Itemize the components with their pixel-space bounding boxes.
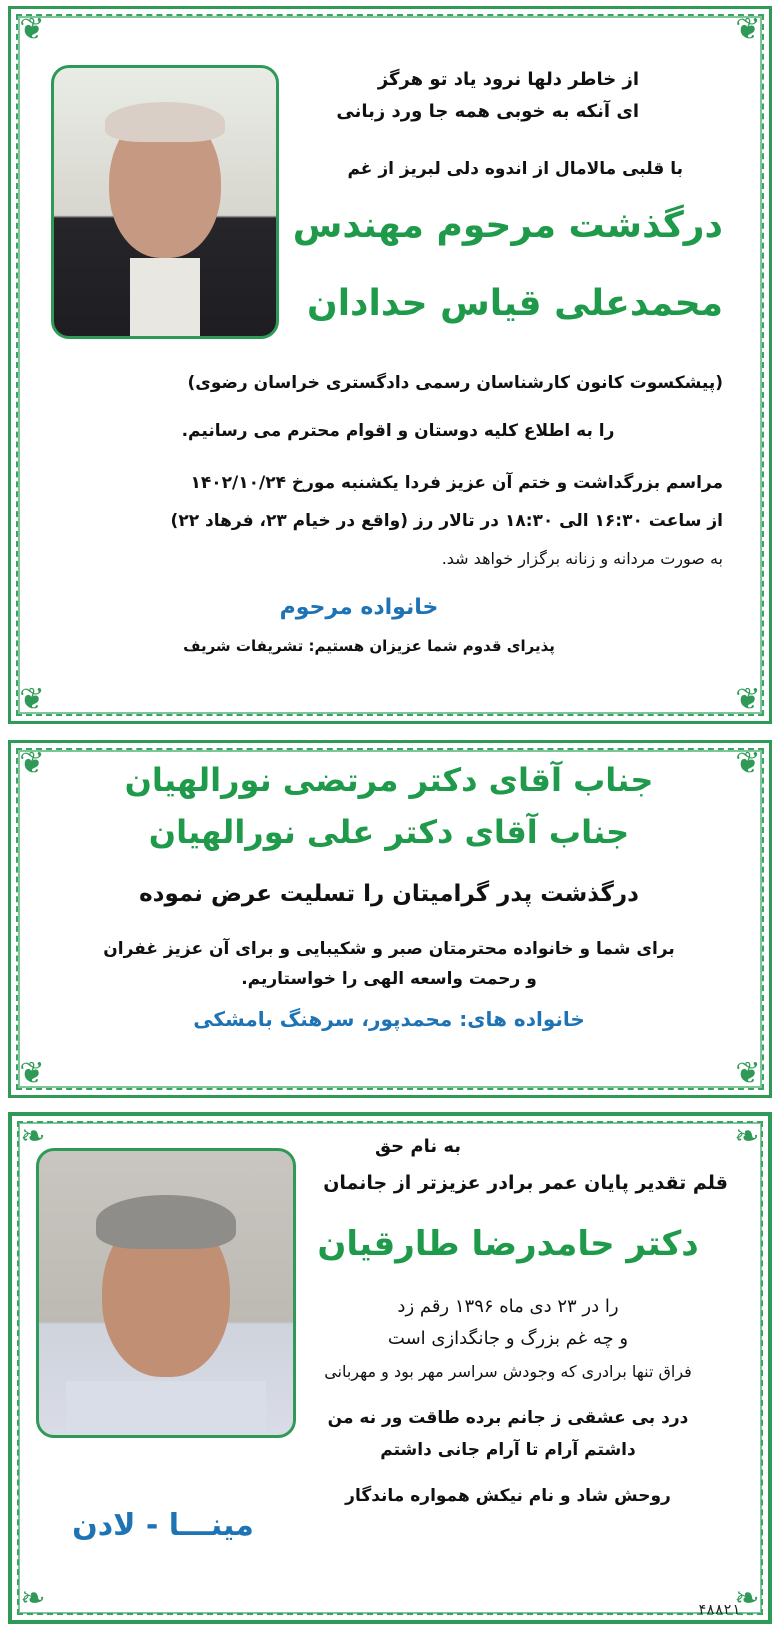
role-text: (پیشکسوت کانون کارشناسان رسمی دادگستری خراسان رضوی): [187, 373, 723, 393]
title-line-1: جناب آقای دکتر مرتضی نورالهیان: [124, 761, 654, 799]
memorial-line-2: را در ۲۳ دی ماه ۱۳۹۶ رقم زد: [397, 1296, 619, 1317]
headline-line-1: درگذشت مرحوم مهندس: [292, 205, 723, 246]
inform-text: را به اطلاع کلیه دوستان و اقوام محترم می رسانیم.: [181, 421, 615, 441]
family-signature: خانواده مرحوم: [279, 595, 439, 620]
families-signature: خانواده های: محمدپور، سرهنگ بامشکی: [193, 1007, 585, 1031]
title-line-2: جناب آقای دکتر علی نورالهیان: [148, 813, 630, 851]
corner-ornament-icon: ❦: [735, 12, 761, 47]
memorial-line-7: روحش شاد و نام نیکش همواره ماندگار: [345, 1486, 671, 1506]
corner-ornament-icon: ❧: [734, 1119, 760, 1154]
corner-ornament-icon: ❦: [19, 12, 45, 47]
body-line-1: برای شما و خانواده محترمتان صبر و شکیبایی و برای آن عزیز غفران: [103, 939, 675, 959]
poem-line-2: ای آنکه به خوبی همه جا ورد زبانی: [336, 101, 639, 122]
headline-line-2: محمدعلی قیاس حدادان: [306, 283, 723, 324]
intro-text: با قلبی مالامال از اندوه دلی لبریز از غم: [347, 159, 683, 179]
corner-ornament-icon: ❧: [734, 1581, 760, 1616]
notice-heading: به نام حق: [374, 1136, 462, 1157]
ceremony-line-1: مراسم بزرگداشت و ختم آن عزیز فردا یکشنبه مورخ ۱۴۰۲/۱۰/۲۴: [190, 473, 723, 493]
reference-number: ۴۸۸۲۱: [698, 1602, 741, 1618]
memorial-line-6: داشتم آرام تا آرام جانی داشتم: [380, 1440, 636, 1460]
ceremony-line-2: از ساعت ۱۶:۳۰ الی ۱۸:۳۰ در تالار رز (واقع در خیام ۲۳، فرهاد ۲۲): [170, 511, 723, 531]
portrait-photo: [36, 1148, 296, 1438]
signature: مینـــا - لادن: [72, 1508, 254, 1543]
memorial-line-1: قلم تقدیر پایان عمر برادر عزیزتر از جانمان: [323, 1172, 728, 1194]
corner-ornament-icon: ❧: [20, 1119, 46, 1154]
memorial-line-3: و چه غم بزرگ و جانگدازی است: [387, 1328, 629, 1349]
corner-ornament-icon: ❦: [19, 682, 45, 717]
corner-ornament-icon: ❦: [19, 1056, 45, 1091]
memorial-notice-tareghian: [8, 1112, 772, 1624]
corner-ornament-icon: ❦: [735, 746, 761, 781]
corner-ornament-icon: ❦: [735, 1056, 761, 1091]
corner-ornament-icon: ❧: [20, 1581, 46, 1616]
condolence-text: درگذشت پدر گرامیتان را تسلیت عرض نموده: [139, 881, 639, 907]
memorial-line-4: فراق تنها برادری که وجودش سراسر مهر بود و مهربانی: [324, 1362, 692, 1381]
ceremony-line-3: به صورت مردانه و زنانه برگزار خواهد شد.: [441, 549, 723, 568]
deceased-name: دکتر حامدرضا طارقیان: [317, 1224, 699, 1264]
body-line-2: و رحمت واسعه الهی را خواستاریم.: [241, 969, 537, 989]
portrait-photo: [51, 65, 279, 339]
memorial-line-5: درد بی عشقی ز جانم برده طاقت ور نه من: [327, 1408, 689, 1428]
obituary-notice-haddadan: [8, 6, 772, 724]
footer-text: پذیرای قدوم شما عزیزان هستیم: تشریفات شریف: [183, 637, 555, 655]
condolence-notice-noorolahian: [8, 740, 772, 1098]
poem-line-1: از خاطر دلها نرود یاد تو هرگز: [377, 69, 639, 90]
corner-ornament-icon: ❦: [735, 682, 761, 717]
corner-ornament-icon: ❦: [19, 746, 45, 781]
